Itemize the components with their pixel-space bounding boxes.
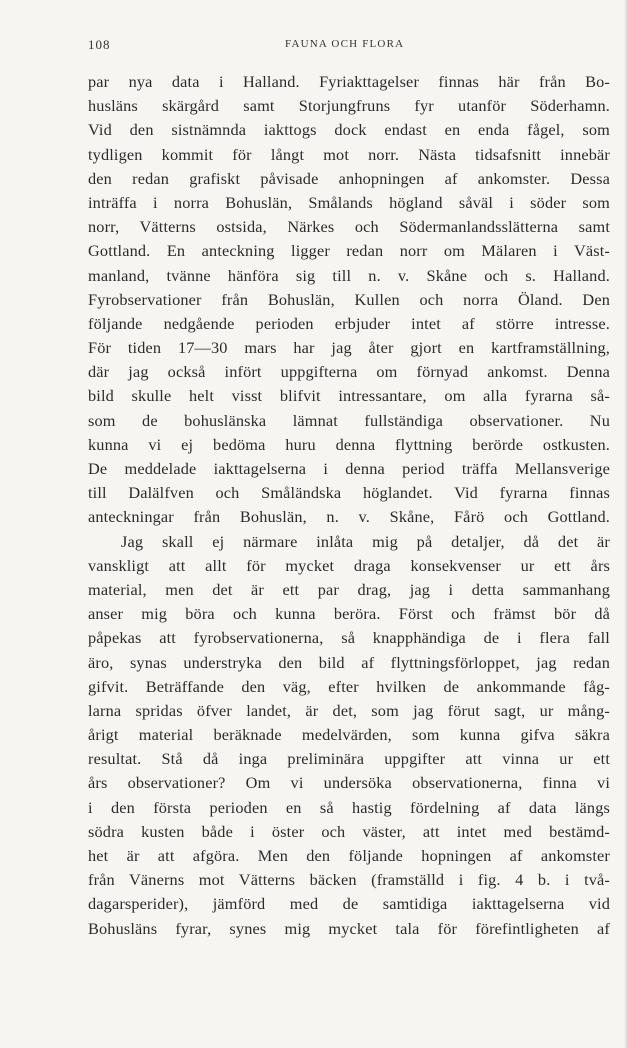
text-line: som de bohuslänska lämnat fullständiga observationer. Nu bbox=[88, 410, 610, 430]
text-line: larna spridas öfver landet, är det, som jag förut sagt, ur mång- bbox=[88, 700, 610, 720]
text-line: par nya data i Halland. Fyriakttagelser finnas här från Bo- bbox=[88, 72, 610, 91]
text-line: material, men det är ett par drag, jag i detta sammanhang bbox=[88, 579, 610, 599]
text-line: manland, tvänne hänföra sig till n. v. Skåne och s. Halland. bbox=[88, 265, 610, 285]
text-line: från Vänerns mot Vätterns bäcken (framställd i fig. 4 b. i två- bbox=[88, 870, 610, 890]
text-line: gifvit. Beträffande den väg, efter hvilken de ankommande fåg- bbox=[88, 676, 610, 696]
text-line: Gottland. En anteckning ligger redan norr om Mälaren i Väst- bbox=[88, 241, 610, 261]
text-line: resultat. Stå då inga preliminära uppgifter att vinna ur ett bbox=[88, 749, 610, 769]
body-text bbox=[88, 70, 610, 941]
page-number: 108 bbox=[88, 37, 111, 52]
text-line: För tiden 17—30 mars har jag åter gjort en kartframställning, bbox=[88, 338, 610, 358]
text-line: Bohusläns fyrar, synes mig mycket tala för förefintligheten af bbox=[88, 918, 610, 938]
text-line: bild skulle helt visst blifvit intressantare, om alla fyrarna så- bbox=[88, 386, 610, 406]
text-line: anser mig böra och kunna beröra. Först och främst bör då bbox=[88, 604, 610, 624]
text-line: inträffa i norra Bohuslän, Smålands högland såväl i söder som bbox=[88, 192, 610, 212]
text-line: kunna vi ej bedöma huru denna flyttning berörde ostkusten. bbox=[88, 434, 610, 454]
text-line: dagarsperider), jämförd med de samtidiga iakttagelserna vid bbox=[88, 894, 610, 914]
text-line: het är att afgöra. Men den följande hopningen af ankomster bbox=[88, 846, 610, 865]
text-line: års observationer? Om vi undersöka observationerna, finna vi bbox=[88, 773, 610, 793]
text-line: norr, Vätterns ostsida, Närkes och Södermanlandsslätterna samt bbox=[88, 217, 610, 237]
text-line: De meddelade iakttagelserna i denna period träffa Mellansverige bbox=[88, 459, 610, 478]
text-line: den redan grafiskt påvisade anhopningen af ankomster. Dessa bbox=[88, 168, 610, 188]
text-line: husläns skärgård samt Storjungfruns fyr utanför Söderhamn. bbox=[88, 96, 610, 116]
text-line: äro, synas understryka den bild af flyttningsförloppet, jag redan bbox=[88, 652, 610, 672]
text-line: anteckningar från Bohuslän, n. v. Skåne, Fårö och Gottland. bbox=[88, 507, 610, 527]
text-line: vanskligt att allt för mycket draga konsekvenser ur ett års bbox=[88, 555, 610, 575]
text-line: påpekas att fyrobservationerna, så knapphändiga de i flera fall bbox=[88, 628, 610, 648]
text-line: tydligen kommit för långt mot norr. Nästa tidsafsnitt innebär bbox=[88, 144, 610, 164]
running-title: FAUNA OCH FLORA bbox=[285, 38, 405, 50]
running-header bbox=[88, 37, 610, 57]
text-line: i den första perioden en så hastig fördelning af data längs bbox=[88, 797, 610, 817]
text-line: följande nedgående perioden erbjuder intet af större intresse. bbox=[88, 313, 610, 333]
text-line: Vid den sistnämnda iakttogs dock endast en enda fågel, som bbox=[88, 120, 610, 140]
paragraph-start-line: Jag skall ej närmare inlåta mig på detaljer, då det är bbox=[121, 531, 610, 551]
text-line: södra kusten både i öster och väster, att intet med bestämd- bbox=[88, 821, 610, 841]
text-line: årigt material beräknade medelvärden, som kunna gifva säkra bbox=[88, 725, 610, 745]
text-line: till Dalälfven och Småländska höglandet. Vid fyrarna finnas bbox=[88, 483, 610, 503]
text-line: Fyrobservationer från Bohuslän, Kullen och norra Öland. Den bbox=[88, 289, 610, 309]
text-line: där jag också infört uppgifterna om förnyad ankomst. Denna bbox=[88, 362, 610, 382]
